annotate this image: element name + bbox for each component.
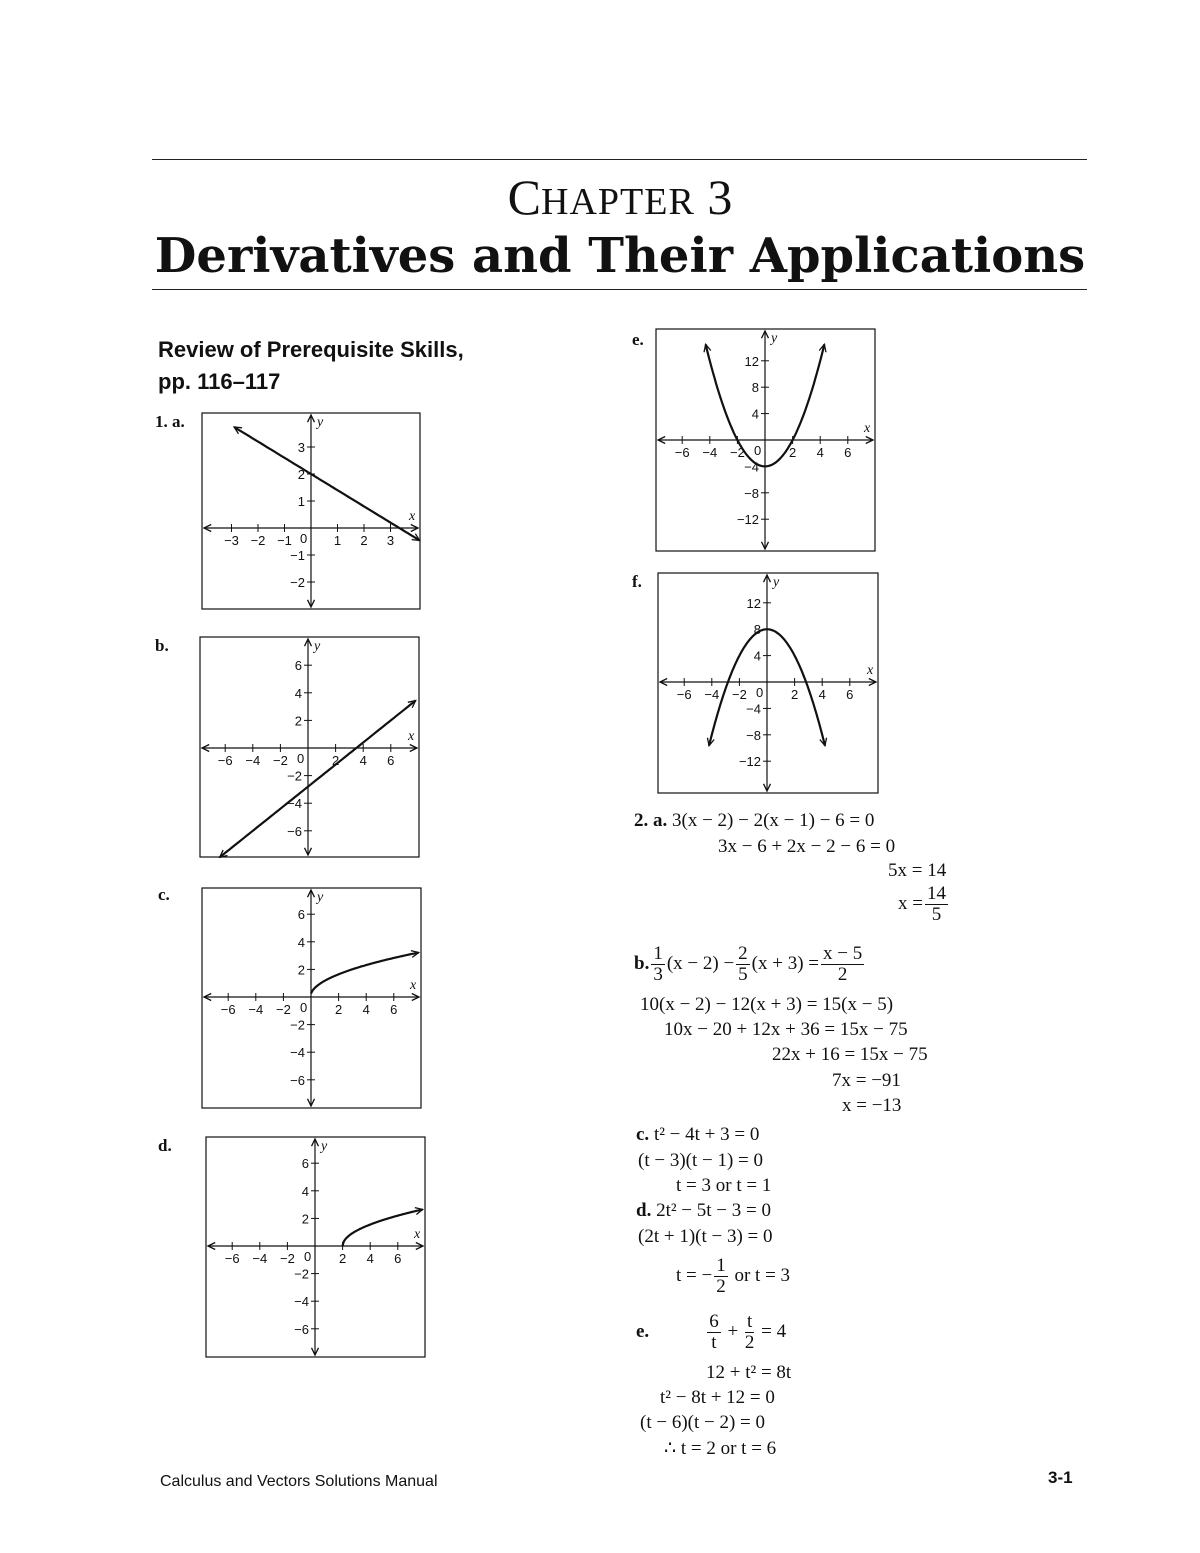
x-tick-label: 1 (333, 533, 342, 548)
graph-1f (657, 572, 879, 794)
x-tick-label: 2 (331, 753, 340, 768)
q2c-line1: c. t² − 4t + 3 = 0 (636, 1124, 760, 1145)
bottom-rule (152, 289, 1087, 290)
q2c-line2: (t − 3)(t − 1) = 0 (638, 1150, 764, 1171)
y-tick-label: −6 (294, 1321, 309, 1337)
x-tick-label: −6 (674, 445, 690, 460)
origin-label: 0 (300, 531, 308, 546)
x-tick-label: 4 (359, 753, 367, 768)
x-axis-letter: x (409, 509, 416, 524)
footer-book-title: Calculus and Vectors Solutions Manual (160, 1473, 438, 1490)
y-tick-label: −8 (746, 727, 761, 743)
x-axis-letter: x (408, 729, 415, 744)
y-tick-label: −2 (287, 768, 302, 784)
q2d-line1: d. 2t² − 5t − 3 = 0 (636, 1200, 771, 1221)
x-tick-label: −2 (279, 1251, 295, 1266)
x-tick-label: 2 (334, 1002, 343, 1017)
x-tick-label: −1 (277, 533, 292, 548)
origin-label: 0 (754, 443, 762, 458)
q2b-line2: 10(x − 2) − 12(x + 3) = 15(x − 5) (640, 994, 894, 1015)
y-tick-label: −2 (290, 575, 305, 590)
q2d-label: d. (636, 1200, 652, 1221)
function-curve (234, 427, 419, 540)
x-tick-label: 6 (390, 1002, 398, 1017)
graph-1a (201, 412, 421, 610)
q2e-label: e. (636, 1320, 650, 1342)
y-tick-label: −4 (290, 1045, 305, 1061)
y-tick-label: 2 (294, 713, 302, 729)
origin-label: 0 (297, 751, 305, 766)
q2c-line3: t = 3 or t = 1 (676, 1175, 772, 1196)
y-tick-label: 2 (301, 1211, 309, 1227)
function-curve (311, 953, 419, 994)
x-tick-label: 6 (387, 753, 395, 768)
label-1d: d. (158, 1136, 172, 1155)
y-axis-letter: y (321, 1139, 328, 1154)
y-axis-letter: y (773, 575, 780, 590)
x-tick-label: −2 (272, 753, 288, 768)
q2d-line2: (2t + 1)(t − 3) = 0 (638, 1226, 773, 1247)
chapter-title: Derivatives and Their Applications (154, 228, 1086, 284)
x-tick-label: −2 (250, 533, 266, 548)
label-1a: 1. a. (155, 412, 185, 431)
x-tick-label: −4 (248, 1002, 264, 1017)
y-tick-label: 2 (297, 467, 305, 482)
x-tick-label: −4 (252, 1251, 268, 1266)
y-tick-label: −6 (287, 823, 302, 839)
q2b-line5: 7x = −91 (832, 1070, 901, 1091)
y-tick-label: 4 (751, 406, 759, 422)
graph-1d (205, 1136, 426, 1358)
x-tick-label: 2 (788, 445, 797, 460)
g-c-svg (201, 887, 422, 1109)
section-heading: Review of Prerequisite Skills, pp. 116–117 (158, 337, 464, 394)
q2a-label: 2. a. (634, 810, 668, 831)
x-tick-label: 6 (846, 687, 854, 702)
x-tick-label: −4 (704, 687, 720, 702)
y-tick-label: −4 (746, 701, 761, 717)
x-tick-label: −3 (224, 533, 239, 548)
x-axis-letter: x (867, 663, 874, 678)
graph-1b (199, 636, 420, 858)
x-tick-label: 2 (360, 533, 368, 548)
y-tick-label: 6 (294, 658, 302, 674)
y-axis-letter: y (314, 639, 321, 654)
x-tick-label: −4 (702, 445, 718, 460)
x-axis-letter: x (864, 421, 871, 436)
q2a-line3: 5x = 14 (888, 860, 947, 881)
q2b-line3: 10x − 20 + 12x + 36 = 15x − 75 (664, 1019, 908, 1040)
origin-label: 0 (304, 1249, 312, 1264)
x-tick-label: 4 (816, 445, 824, 460)
y-tick-label: −2 (294, 1266, 309, 1282)
q2a-line2: 3x − 6 + 2x − 2 − 6 = 0 (718, 836, 896, 857)
y-tick-label: 4 (301, 1183, 309, 1199)
x-axis-letter: x (410, 978, 417, 993)
x-axis-letter: x (414, 1227, 421, 1242)
q2c-label: c. (636, 1124, 650, 1145)
q2e-line3: t² − 8t + 12 = 0 (660, 1387, 775, 1408)
q2e-line2: 12 + t² = 8t (706, 1362, 792, 1383)
y-tick-label: 4 (294, 685, 302, 701)
chapter-heading: CHAPTER 3 (507, 169, 733, 225)
graph-1c (201, 887, 422, 1109)
x-tick-label: −4 (245, 753, 261, 768)
y-tick-label: 12 (744, 353, 759, 369)
g-f-svg (657, 572, 879, 794)
graph-1e (655, 328, 876, 552)
q2b-line1: b. $\frac{1}{3}$ (x − 2) − $\frac{2}{5}$ (x + 3) = $\frac{x - 5}{2}$ (634, 943, 863, 985)
g-b-svg (199, 636, 420, 858)
y-tick-label: 2 (297, 962, 305, 978)
y-tick-label: 6 (301, 1156, 309, 1172)
label-1b: b. (155, 636, 169, 655)
x-tick-label: 4 (818, 687, 826, 702)
x-tick-label: −2 (729, 445, 745, 460)
x-tick-label: 4 (366, 1251, 374, 1266)
q2e-line5: ∴ t = 2 or t = 6 (664, 1438, 777, 1459)
y-tick-label: −2 (290, 1017, 305, 1033)
x-tick-label: 3 (386, 533, 395, 548)
x-tick-label: −6 (220, 1002, 236, 1017)
graph-frame (200, 637, 419, 857)
x-tick-label: −6 (676, 687, 692, 702)
label-1e: e. (632, 330, 644, 349)
y-axis-letter: y (317, 890, 324, 905)
y-tick-label: 6 (297, 907, 305, 923)
origin-label: 0 (756, 685, 764, 700)
q2a-line1: 2. a. 3(x − 2) − 2(x − 1) − 6 = 0 (634, 810, 875, 831)
g-e-svg (655, 328, 876, 552)
y-tick-label: −12 (736, 512, 759, 528)
x-tick-label: −2 (275, 1002, 291, 1017)
q2b-line4: 22x + 16 = 15x − 75 (772, 1044, 928, 1065)
x-tick-label: −6 (217, 753, 233, 768)
y-tick-label: 4 (753, 648, 761, 664)
origin-label: 0 (300, 1000, 308, 1015)
label-1c: c. (158, 885, 170, 904)
g-a-svg (201, 412, 421, 610)
x-tick-label: −2 (731, 687, 747, 702)
page-number: 3-1 (1048, 1468, 1073, 1487)
y-tick-label: −6 (290, 1072, 305, 1088)
y-tick-label: −4 (294, 1294, 309, 1310)
x-tick-label: 4 (362, 1002, 370, 1017)
x-tick-label: 2 (338, 1251, 347, 1266)
function-curve (217, 701, 416, 858)
q2e-line4: (t − 6)(t − 2) = 0 (640, 1412, 766, 1433)
q2a-line4: x = $\frac{14}{5}$ (898, 883, 946, 925)
q2d-line3: t = − $\frac{1}{2}$ or t = 3 (676, 1255, 791, 1297)
y-tick-label: −4 (287, 796, 302, 812)
top-rule (152, 159, 1087, 160)
x-tick-label: 2 (790, 687, 799, 702)
y-tick-label: 8 (751, 380, 759, 396)
x-tick-label: 6 (394, 1251, 402, 1266)
y-tick-label: 4 (297, 934, 305, 950)
y-tick-label: −12 (738, 754, 761, 770)
y-tick-label: 3 (297, 440, 305, 455)
q2b-line6: x = −13 (842, 1095, 902, 1116)
label-1f: f. (632, 572, 642, 591)
q2b-label: b. (634, 952, 650, 974)
graph-frame (658, 573, 878, 793)
y-tick-label: 12 (746, 595, 761, 611)
y-axis-letter: y (771, 331, 778, 346)
x-tick-label: 6 (844, 445, 852, 460)
y-tick-label: −1 (290, 548, 305, 563)
y-axis-letter: y (317, 415, 324, 430)
y-tick-label: −8 (744, 485, 759, 501)
function-curve (343, 1209, 423, 1246)
y-tick-label: 8 (753, 622, 761, 638)
y-tick-label: −4 (744, 459, 759, 475)
y-tick-label: 1 (297, 494, 305, 509)
x-tick-label: −6 (224, 1251, 240, 1266)
q2e-line1: e. $\frac{6}{t}$ + $\frac{t}{2}$ = 4 (636, 1311, 787, 1353)
g-d-svg (205, 1136, 426, 1358)
